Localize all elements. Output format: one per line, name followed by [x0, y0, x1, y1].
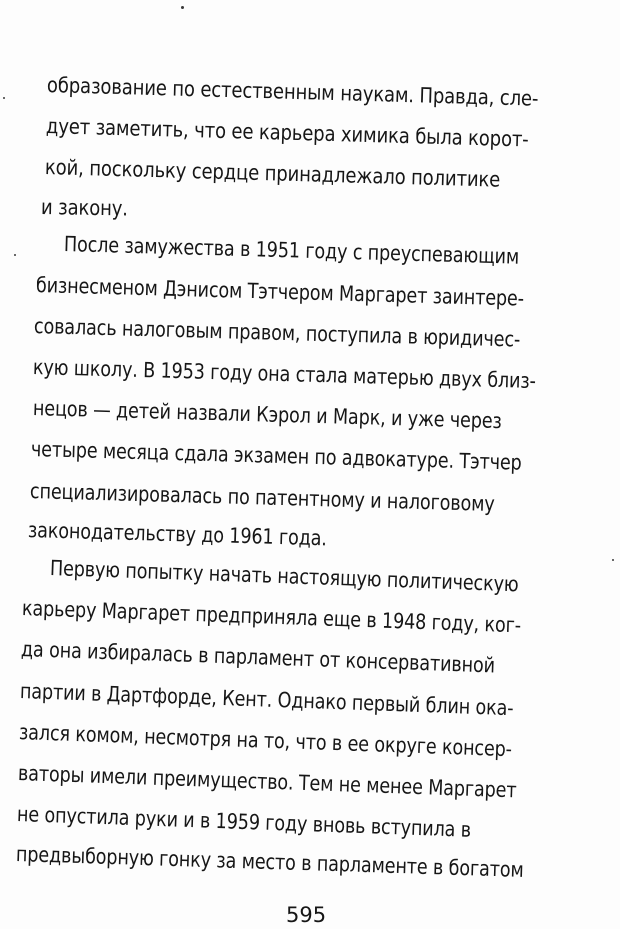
page-number: 595	[286, 903, 327, 927]
text-line: совалась налоговым правом, поступила в юридичес-	[33, 314, 521, 352]
scan-speck	[3, 97, 5, 99]
scan-speck	[181, 6, 184, 9]
text-line: предвыборную гонку за место в парламенте в богатом	[15, 842, 524, 882]
text-line: да она избиралась в парламент от консервативной	[20, 637, 496, 678]
text-line: кой, поскольку сердце принадлежало политике	[44, 155, 501, 192]
text-line: карьеру Маргарет предприняла еще в 1948 году, ког-	[21, 596, 522, 638]
scan-speck	[14, 254, 16, 256]
text-line: бизнесменом Дэнисом Тэтчером Маргарет заинтере-	[35, 273, 525, 311]
text-line: дует заметить, что ее карьера химика была корот-	[45, 114, 529, 152]
text-line: нецов — детей назвали Кэрол и Марк, и уже через	[32, 396, 503, 434]
text-line: не опустила руки и в 1959 году вновь вступила в	[16, 802, 472, 842]
text-line: кую школу. В 1953 году она стала матерью двух близ-	[32, 355, 537, 394]
text-line: После замужества в 1951 году с преуспевающим	[63, 232, 520, 269]
text-line: Первую попытку начать настоящую политическую	[49, 556, 519, 597]
text-line: партии в Дартфорде, Кент. Однако первый блин ока-	[19, 679, 514, 721]
text-line: законодательству до 1961 года.	[27, 518, 328, 551]
text-line: образование по естественным наукам. Правда, сле-	[46, 73, 539, 111]
scan-speck	[612, 559, 614, 561]
text-line: специализировалась по патентному и налоговому	[29, 479, 495, 516]
text-line: зался комом, несмотря на то, что в ее округе консер-	[18, 720, 513, 762]
text-line: и закону.	[40, 195, 129, 221]
text-line: четыре месяца сдала экзамен по адвокатуре. Тэтчер	[30, 437, 522, 475]
text-line: ваторы имели преимущество. Тем не менее Маргарет	[17, 761, 517, 803]
